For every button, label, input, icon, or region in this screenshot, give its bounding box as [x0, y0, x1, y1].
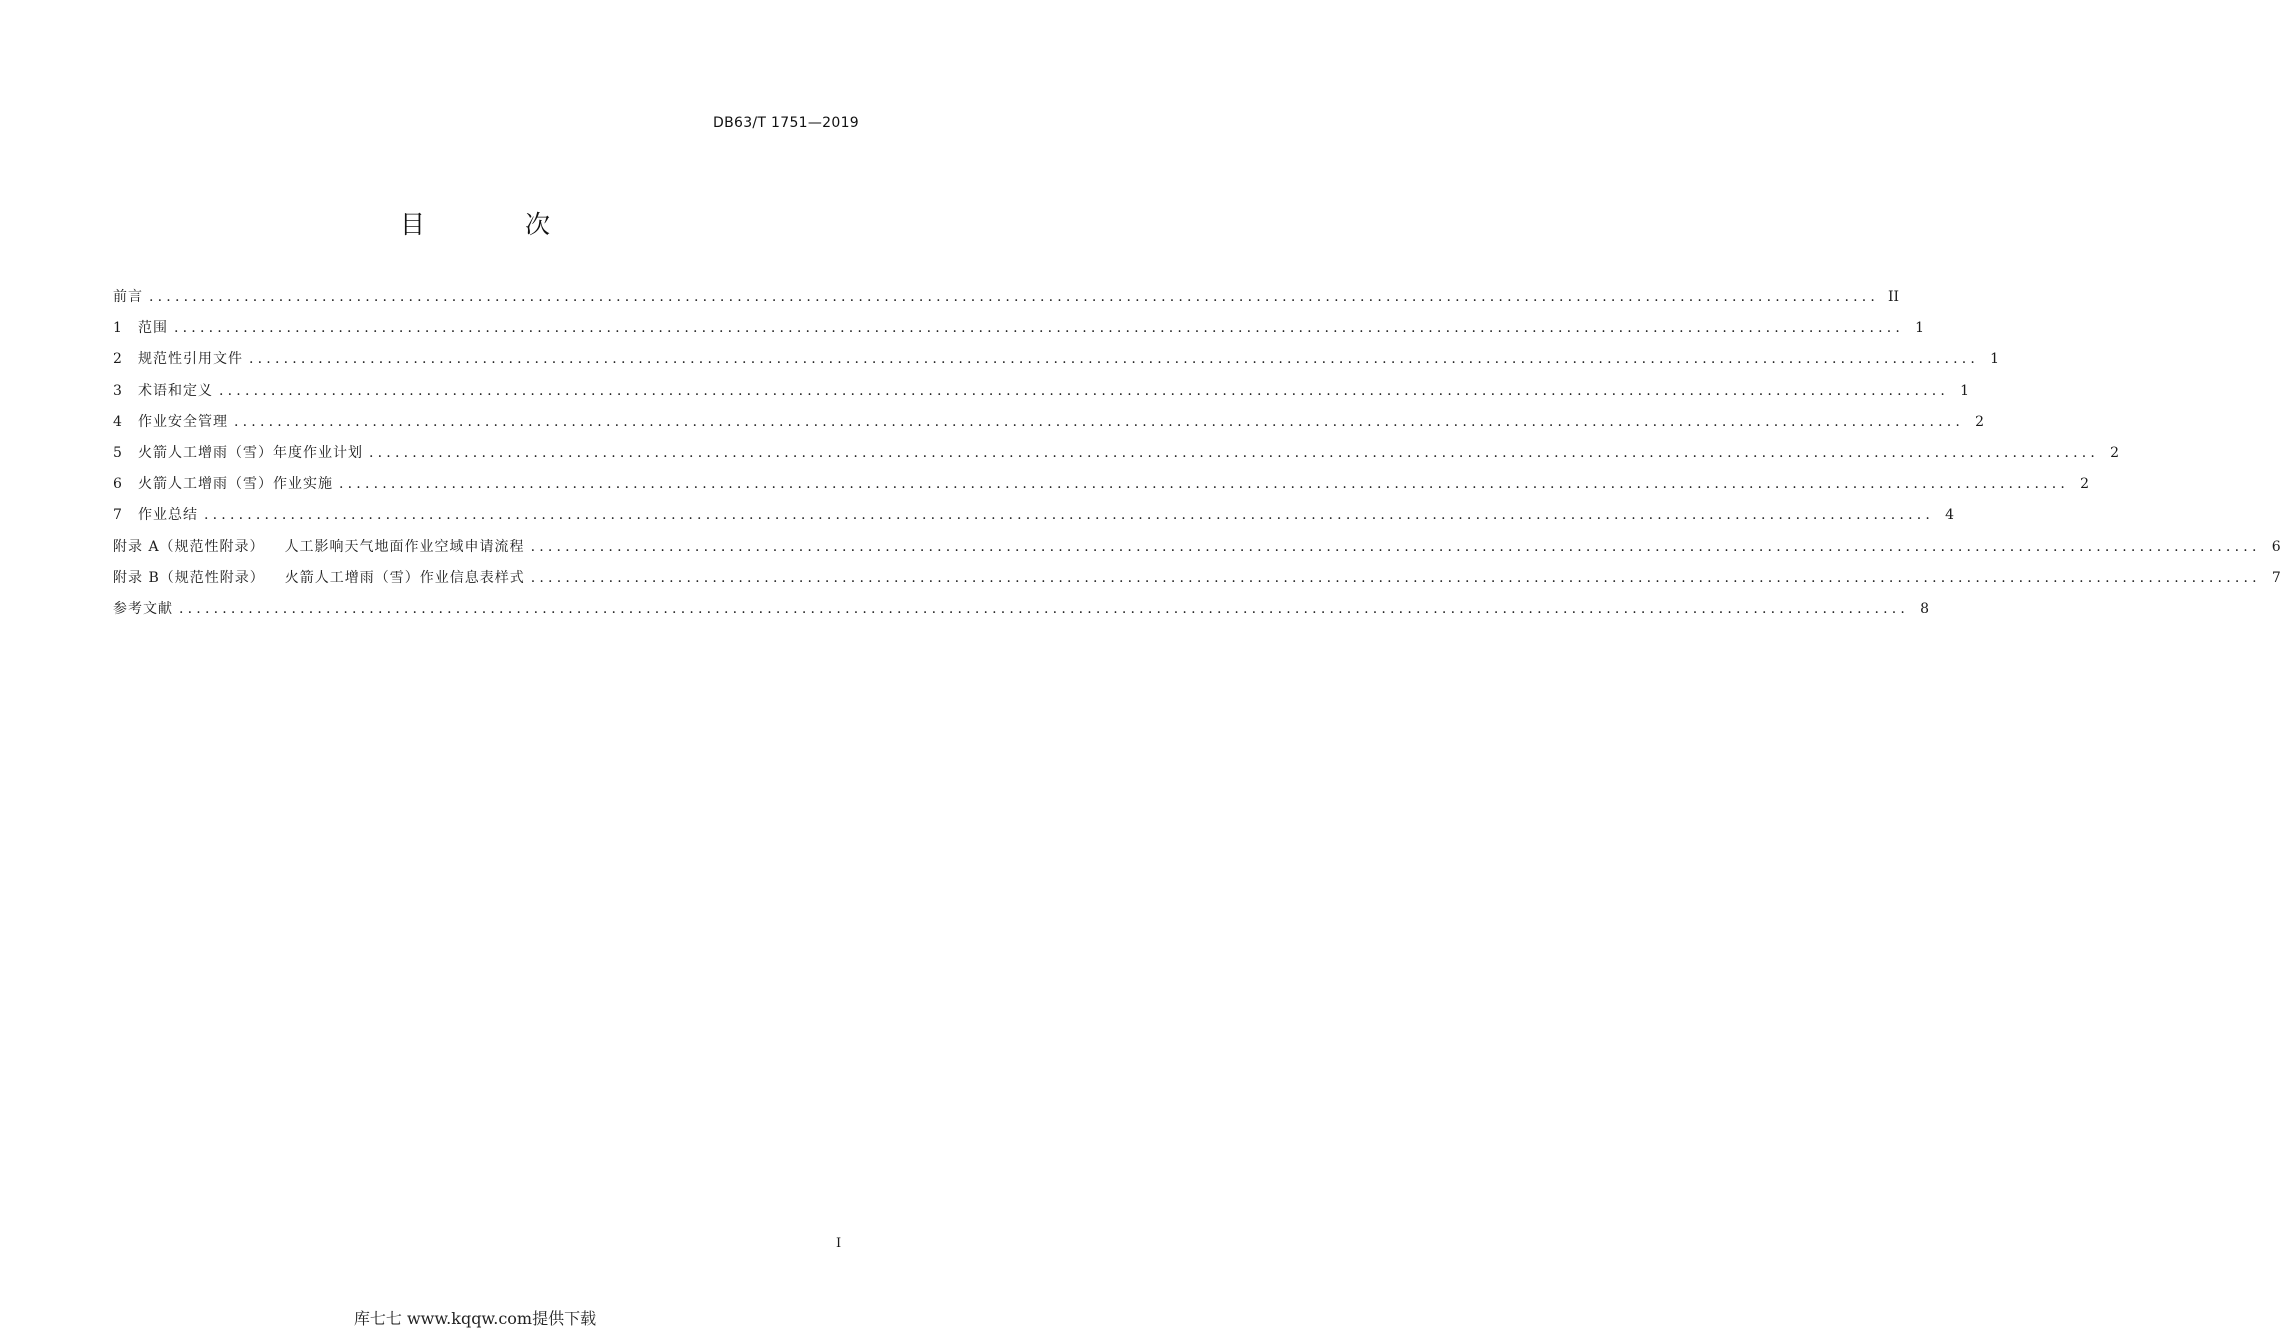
toc-page-number: 4: [1945, 507, 1955, 524]
toc-entry-normative-references[interactable]: [113, 347, 2000, 378]
toc-leader-dots: ........................................................................................................................................................................................................: [369, 444, 2100, 461]
toc-entry-appendix-b[interactable]: [113, 566, 2281, 597]
toc-page-number: 1: [1960, 382, 1970, 399]
toc-leader-dots: ........................................................................................................................................................................................................: [530, 538, 2261, 555]
toc-leader-dots: ........................................................................................................................................................................................................: [530, 569, 2261, 586]
toc-entry-label: 火箭人工增雨（雪）年度作业计划: [138, 444, 363, 461]
toc-leader-dots: ........................................................................................................................................................................................................: [174, 320, 1905, 337]
toc-leader-dots: ........................................................................................................................................................................................................: [249, 351, 1980, 368]
toc-entry-number: 5: [113, 444, 122, 461]
toc-entry-appendix-a[interactable]: [113, 535, 2281, 566]
toc-leader-dots: ........................................................................................................................................................................................................: [234, 413, 1965, 430]
toc-entry-label: 前言: [113, 289, 143, 305]
toc-entry-implementation[interactable]: [113, 472, 2090, 503]
toc-entry-number: 6: [113, 476, 122, 493]
toc-page-number: 2: [1975, 413, 1985, 430]
toc-entry-label: 术语和定义: [138, 382, 213, 399]
toc-entry-number: 3: [113, 382, 122, 399]
toc-leader-dots: ........................................................................................................................................................................................................: [179, 600, 1910, 617]
toc-page-number: 1: [1915, 320, 1925, 337]
toc-leader-dots: ........................................................................................................................................................................................................: [339, 476, 2070, 493]
toc-entry-label: 规范性引用文件: [138, 351, 243, 368]
toc-leader-dots: ........................................................................................................................................................................................................: [219, 382, 1950, 399]
toc-entry-number: 2: [113, 351, 122, 368]
footer-watermark: 库七七 www.kqqw.com提供下载: [353, 1309, 597, 1328]
toc-page-number: 8: [1920, 600, 1930, 617]
toc-page-number: 2: [2110, 444, 2120, 461]
toc-entry-safety-management[interactable]: [113, 410, 1985, 441]
toc-entry-summary[interactable]: [113, 503, 1955, 534]
toc-page-number: 2: [2080, 476, 2090, 493]
appendix-label: 附录 A（规范性附录）: [113, 538, 265, 555]
toc-entry-label: 范围: [138, 320, 168, 337]
toc-entry-foreword[interactable]: [113, 285, 1900, 316]
toc-page-number: 6: [2271, 538, 2281, 555]
toc-entry-label: 参考文献: [113, 600, 173, 617]
toc-leader-dots: ........................................................................................................................................................................................................: [204, 507, 1935, 524]
toc-leader-dots: ........................................................................................................................................................................................................: [149, 289, 1880, 305]
toc-entry-annual-plan[interactable]: [113, 441, 2120, 472]
toc-entry-label: 火箭人工增雨（雪）作业实施: [138, 476, 333, 493]
appendix-label: 附录 B（规范性附录）: [113, 569, 265, 586]
toc-page-number: 1: [1990, 351, 2000, 368]
toc-entry-number: 7: [113, 507, 122, 524]
toc-entry-label: 作业总结: [138, 507, 198, 524]
toc-entry-terms-definitions[interactable]: [113, 379, 1970, 410]
toc-page-number: II: [1887, 289, 1900, 305]
toc-entry-bibliography[interactable]: [113, 597, 1930, 628]
toc-entry-label: 作业安全管理: [138, 413, 228, 430]
toc-entry-label: [113, 566, 525, 590]
appendix-subtitle: 人工影响天气地面作业空域申请流程: [284, 538, 525, 555]
page-number: I: [836, 1236, 842, 1251]
page-title: 目 次: [400, 210, 596, 239]
toc-entry-number: 1: [113, 320, 122, 337]
appendix-subtitle: 火箭人工增雨（雪）作业信息表样式: [284, 569, 525, 586]
table-of-contents: [113, 285, 2281, 628]
toc-entry-scope[interactable]: [113, 316, 1925, 347]
toc-page-number: 7: [2271, 569, 2281, 586]
toc-entry-label: [113, 535, 525, 559]
toc-entry-number: 4: [113, 413, 122, 430]
document-id: DB63/T 1751—2019: [713, 115, 859, 131]
